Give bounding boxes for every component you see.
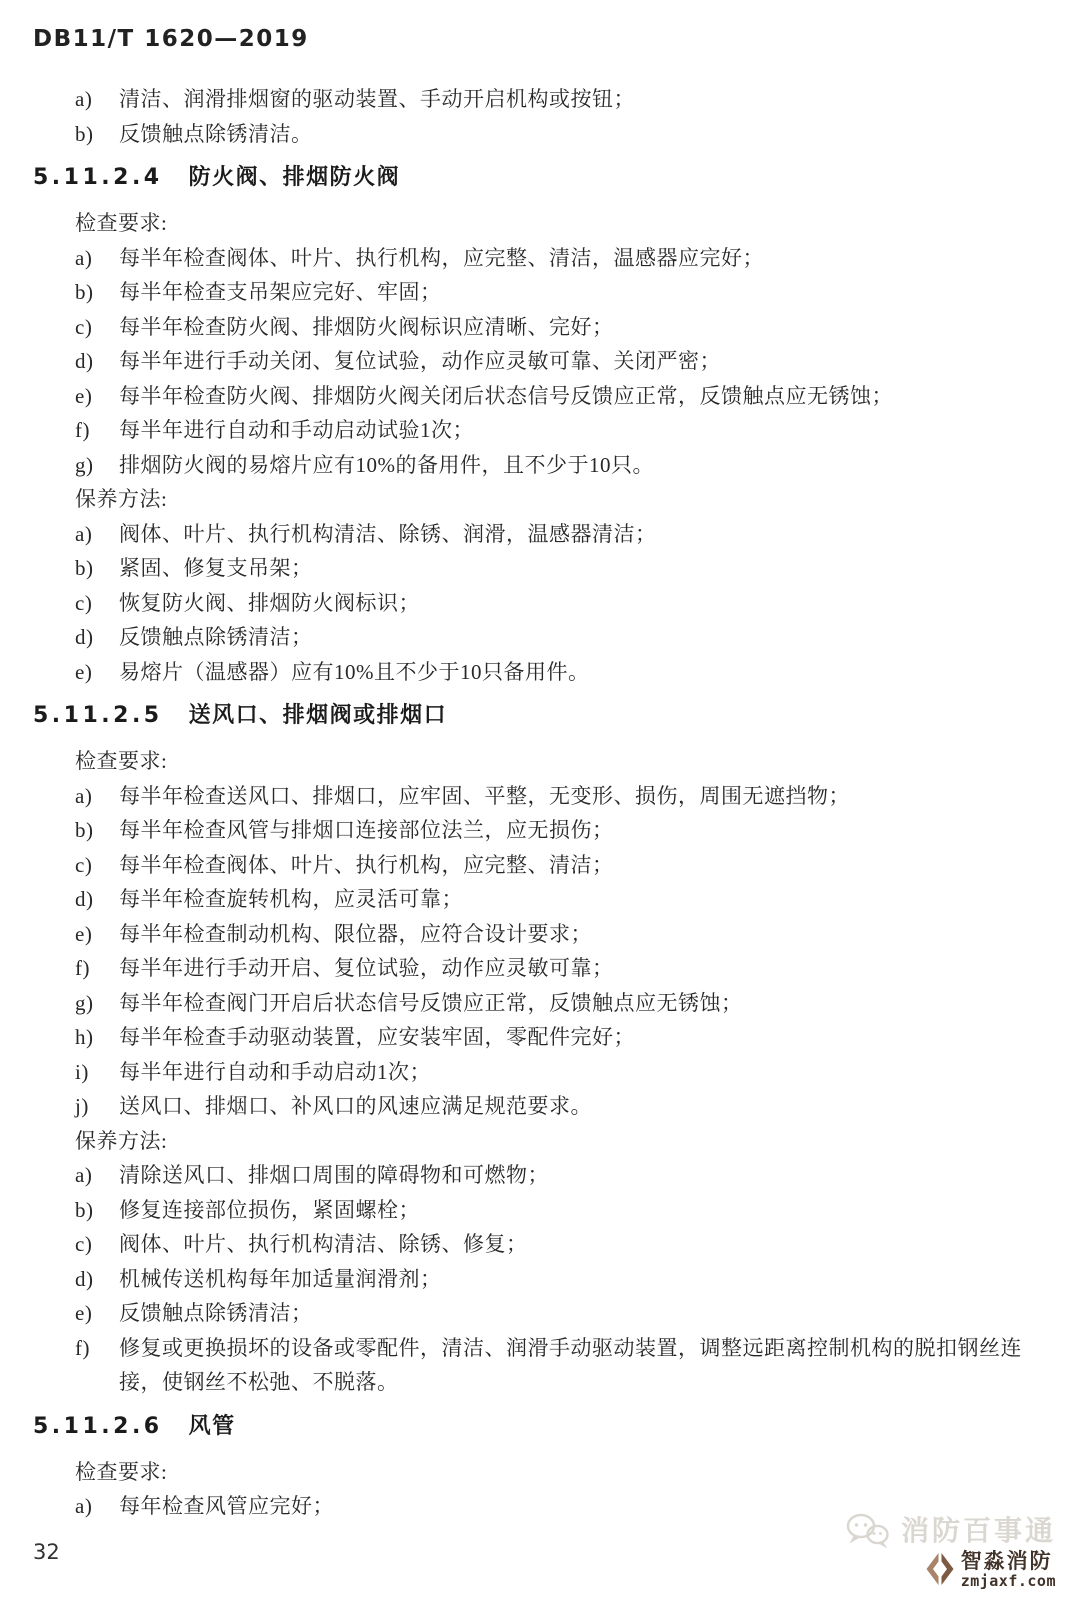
zhimiao-diamond-logo-icon [925, 1551, 955, 1587]
list-item [33, 1331, 1046, 1400]
standard-number-header: DB11/T 1620—2019 [33, 26, 309, 52]
site-logo-text [961, 1550, 1056, 1589]
document-body [33, 82, 1046, 1524]
list-item [33, 848, 1046, 883]
block-heading: 检查要求: [75, 1459, 168, 1484]
item-text: 排烟防火阀的易熔片应有10%的备用件，且不少于10只。 [119, 452, 654, 477]
item-label: d) [75, 349, 94, 373]
brand-watermark [845, 1512, 1056, 1550]
item-text: 阀体、叶片、执行机构清洁、除锈、润滑，温感器清洁； [119, 521, 657, 546]
list-item [33, 813, 1046, 848]
item-text: 每半年检查制动机构、限位器，应符合设计要求； [119, 921, 592, 946]
list-item [33, 1227, 1046, 1262]
item-label: c) [75, 590, 93, 615]
block-heading: 检查要求: [75, 749, 168, 773]
list-item [33, 241, 1046, 276]
item-label: h) [75, 1025, 94, 1049]
item-label: a) [75, 1494, 93, 1518]
section-number: 5.11.2.4 [33, 165, 163, 190]
item-label: e) [75, 383, 93, 408]
item-text: 每半年进行自动和手动启动试验1次； [119, 418, 474, 442]
item-label: e) [75, 921, 93, 946]
list-item [33, 882, 1046, 917]
section-heading [33, 702, 1046, 729]
list-item [33, 1158, 1046, 1193]
list-item [33, 951, 1046, 986]
section-title: 风管 [188, 1413, 236, 1439]
item-label: f) [75, 1335, 90, 1360]
list-item [33, 117, 1046, 152]
wechat-bubbles-icon [845, 1512, 892, 1550]
item-text: 反馈触点除锈清洁； [119, 625, 313, 649]
item-label: b) [75, 818, 94, 842]
item-text: 修复连接部位损伤，紧固螺栓； [119, 1197, 420, 1222]
item-text: 每半年检查送风口、排烟口，应牢固、平整，无变形、损伤，周围无遮挡物； [119, 783, 850, 808]
list-item [33, 1055, 1046, 1090]
block-heading: 保养方法: [75, 487, 168, 511]
item-text: 反馈触点除锈清洁。 [119, 121, 313, 146]
item-text: 每半年检查风管与排烟口连接部位法兰，应无损伤； [119, 818, 614, 842]
logo-domain: zmjaxf.com [960, 1571, 1056, 1590]
item-text: 恢复防火阀、排烟防火阀标识； [119, 590, 420, 615]
item-text: 每半年检查手动驱动装置，应安装牢固，零配件完好； [119, 1025, 635, 1049]
item-text: 每半年检查旋转机构，应灵活可靠； [119, 887, 463, 911]
section-title: 防火阀、排烟防火阀 [188, 165, 401, 190]
item-text: 每半年检查防火阀、排烟防火阀关闭后状态信号反馈应正常，反馈触点应无锈蚀； [119, 383, 893, 408]
item-label: e) [75, 1301, 93, 1325]
item-label: b) [75, 280, 94, 304]
item-text: 每年检查风管应完好； [119, 1494, 334, 1518]
site-logo [925, 1550, 1056, 1589]
item-label: g) [75, 452, 94, 477]
item-label: c) [75, 852, 93, 877]
list-item [33, 1020, 1046, 1055]
list-item [33, 779, 1046, 814]
list-item [33, 82, 1046, 117]
block-heading: 检查要求: [75, 211, 168, 235]
logo-title: 智淼消防 [960, 1549, 1053, 1573]
list-item [33, 655, 1046, 690]
item-label: d) [75, 625, 94, 649]
list-item [33, 1089, 1046, 1124]
list-item [33, 517, 1046, 552]
list-item [33, 310, 1046, 345]
item-label: a) [75, 87, 93, 111]
item-text: 送风口、排烟口、补风口的风速应满足规范要求。 [119, 1094, 592, 1118]
block-heading: 保养方法: [75, 1128, 168, 1153]
list-item [33, 586, 1046, 621]
list-item [33, 1296, 1046, 1331]
item-text: 每半年检查支吊架应完好、牢固； [119, 280, 442, 304]
item-text: 每半年进行手动开启、复位试验，动作应灵敏可靠； [119, 956, 614, 980]
list-item [33, 344, 1046, 379]
list-item [33, 1193, 1046, 1228]
item-text: 每半年进行自动和手动启动1次； [119, 1059, 431, 1084]
item-label: a) [75, 1163, 93, 1187]
watermark-block [845, 1512, 1056, 1589]
section-heading [33, 164, 1046, 191]
item-text: 清除送风口、排烟口周围的障碍物和可燃物； [119, 1163, 549, 1187]
item-text: 紧固、修复支吊架； [119, 556, 313, 580]
item-text: 清洁、润滑排烟窗的驱动装置、手动开启机构或按钮； [119, 87, 635, 111]
section-number: 5.11.2.6 [33, 1413, 163, 1439]
item-label: i) [75, 1059, 89, 1084]
section-number: 5.11.2.5 [33, 703, 163, 728]
item-label: d) [75, 887, 94, 911]
item-label: e) [75, 659, 93, 684]
item-label: j) [75, 1094, 89, 1118]
section-heading [33, 1413, 1046, 1440]
item-label: a) [75, 783, 93, 808]
item-label: a) [75, 245, 93, 270]
list-item [33, 413, 1046, 448]
item-text: 每半年检查阀体、叶片、执行机构，应完整、清洁； [119, 852, 614, 877]
item-label: c) [75, 314, 93, 339]
list-item [33, 551, 1046, 586]
page-number: 32 [33, 1540, 60, 1564]
item-label: f) [75, 956, 90, 980]
list-item [33, 917, 1046, 952]
item-label: f) [75, 418, 90, 442]
list-item [33, 620, 1046, 655]
item-text: 机械传送机构每年加适量润滑剂； [119, 1266, 442, 1291]
item-text: 易熔片（温感器）应有10%且不少于10只备用件。 [119, 659, 590, 684]
item-text: 每半年检查防火阀、排烟防火阀标识应清晰、完好； [119, 314, 614, 339]
item-label: g) [75, 990, 94, 1015]
item-label: c) [75, 1232, 93, 1256]
list-item [33, 1262, 1046, 1297]
item-text: 每半年进行手动关闭、复位试验，动作应灵敏可靠、关闭严密； [119, 349, 721, 373]
list-item [33, 448, 1046, 483]
item-text: 反馈触点除锈清洁； [119, 1301, 313, 1325]
brand-watermark-text: 消防百事通 [900, 1514, 1056, 1547]
item-text: 阀体、叶片、执行机构清洁、除锈、修复； [119, 1232, 528, 1256]
item-label: a) [75, 521, 93, 546]
list-item [33, 275, 1046, 310]
item-label: b) [75, 121, 94, 146]
item-label: d) [75, 1266, 94, 1291]
item-text: 每半年检查阀体、叶片、执行机构，应完整、清洁，温感器应完好； [119, 245, 764, 270]
list-item [33, 986, 1046, 1021]
section-title: 送风口、排烟阀或排烟口 [188, 703, 448, 728]
item-label: b) [75, 1197, 94, 1222]
list-item [33, 379, 1046, 414]
item-text: 修复或更换损坏的设备或零配件，清洁、润滑手动驱动装置，调整远距离控制机构的脱扣钢丝连接，使钢丝不松弛、不脱落。 [119, 1335, 1022, 1394]
item-label: b) [75, 556, 94, 580]
item-text: 每半年检查阀门开启后状态信号反馈应正常，反馈触点应无锈蚀； [119, 990, 743, 1015]
